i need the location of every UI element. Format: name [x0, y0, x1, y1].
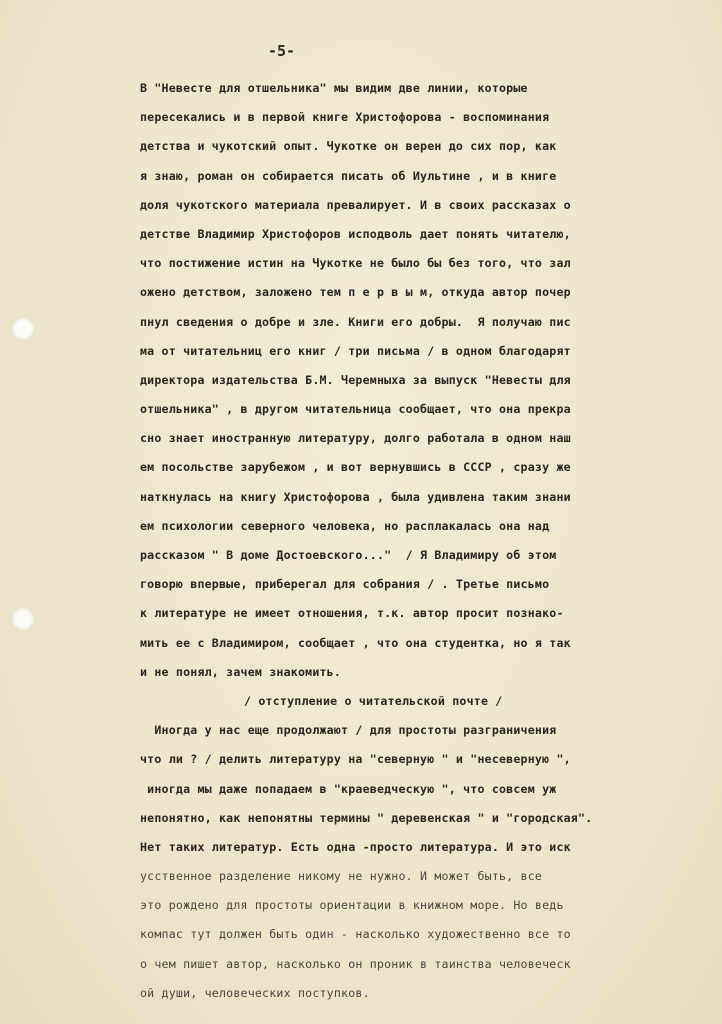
text-line: наткнулась на книгу Христофорова , была удивлена таким знани: [140, 489, 571, 504]
page-number: -5-: [268, 42, 296, 60]
text-line: Нет таких литератур. Есть одна -просто литература. И это иск: [140, 839, 571, 854]
typewritten-text: [140, 74, 700, 1008]
text-line: компас тут должен быть один - насколько художественно все то: [140, 927, 571, 942]
punch-hole-bottom: [12, 608, 34, 630]
text-line: рассказом " В доме Достоевского..." / Я Владимиру об этом: [140, 548, 557, 562]
text-line: я знаю, роман он собирается писать об Иультине , и в книге: [140, 168, 557, 183]
text-line: В "Невесте для отшельника" мы видим две линии, которые: [140, 81, 528, 95]
text-line: к литературе не имеет отношения, т.к. автор просит познако-: [140, 606, 564, 621]
text-line: это рождено для простоты ориентации в книжном море. Но ведь: [140, 898, 564, 913]
text-line: усственное разделение никому не нужно. И может быть, все: [140, 869, 543, 884]
text-line: сно знает иностранную литературу, долго работала в одном наш: [140, 431, 571, 446]
text-line: непонятно, как непонятны термины " деревенская " и "городская".: [140, 810, 593, 825]
punch-hole-top: [12, 318, 34, 340]
text-line: что ли ? / делить литературу на "северную " и "несеверную ",: [140, 752, 571, 767]
section-heading: / отступление о читательской почте /: [244, 693, 503, 708]
text-line: о чем пишет автор, насколько он проник в таинства человеческ: [140, 956, 571, 971]
text-line: доля чукотского материала превалирует. И в своих рассказах о: [140, 197, 571, 212]
text-line: ма от читательниц его книг / три письма / в одном благодарят: [140, 343, 571, 358]
text-line: отшельника" , в другом читательница сообщает, что она прекра: [140, 402, 571, 417]
text-line: детстве Владимир Христофоров исподволь дает понять читателю,: [140, 226, 571, 241]
text-line: пнул сведения о добре и зле. Книги его добры. Я получаю пис: [140, 314, 571, 329]
text-line: говорю впервые, приберегал для собрания / . Третье письмо: [140, 577, 550, 592]
text-line: пересекались и в первой книге Христофорова - воспоминания: [140, 110, 550, 125]
text-line: ем психологии северного человека, но расплакалась она над: [140, 518, 550, 533]
text-line: и не понял, зачем знакомить.: [140, 664, 342, 679]
text-line: ем посольстве зарубежом , и вот вернувшись в СССР , сразу же: [140, 460, 571, 475]
text-line: ожено детством, заложено тем п е р в ы м, откуда автор почер: [140, 285, 571, 300]
text-line: мить ее с Владимиром, сообщает , что она студентка, но я так: [140, 635, 571, 650]
text-line: директора издательства Б.М. Черемныха за выпуск "Невесты для: [140, 372, 571, 387]
text-line: что постижение истин на Чукотке не было бы без того, что зал: [140, 256, 571, 271]
text-line: иногда мы даже попадаем в "краеведческую ", что совсем уж: [140, 781, 557, 796]
text-line: Иногда у нас еще продолжают / для простоты разграничения: [140, 723, 557, 738]
text-line: детства и чукотский опыт. Чукотке он верен до сих пор, как: [140, 139, 557, 154]
text-line: ой души, человеческих поступков.: [140, 985, 370, 1000]
